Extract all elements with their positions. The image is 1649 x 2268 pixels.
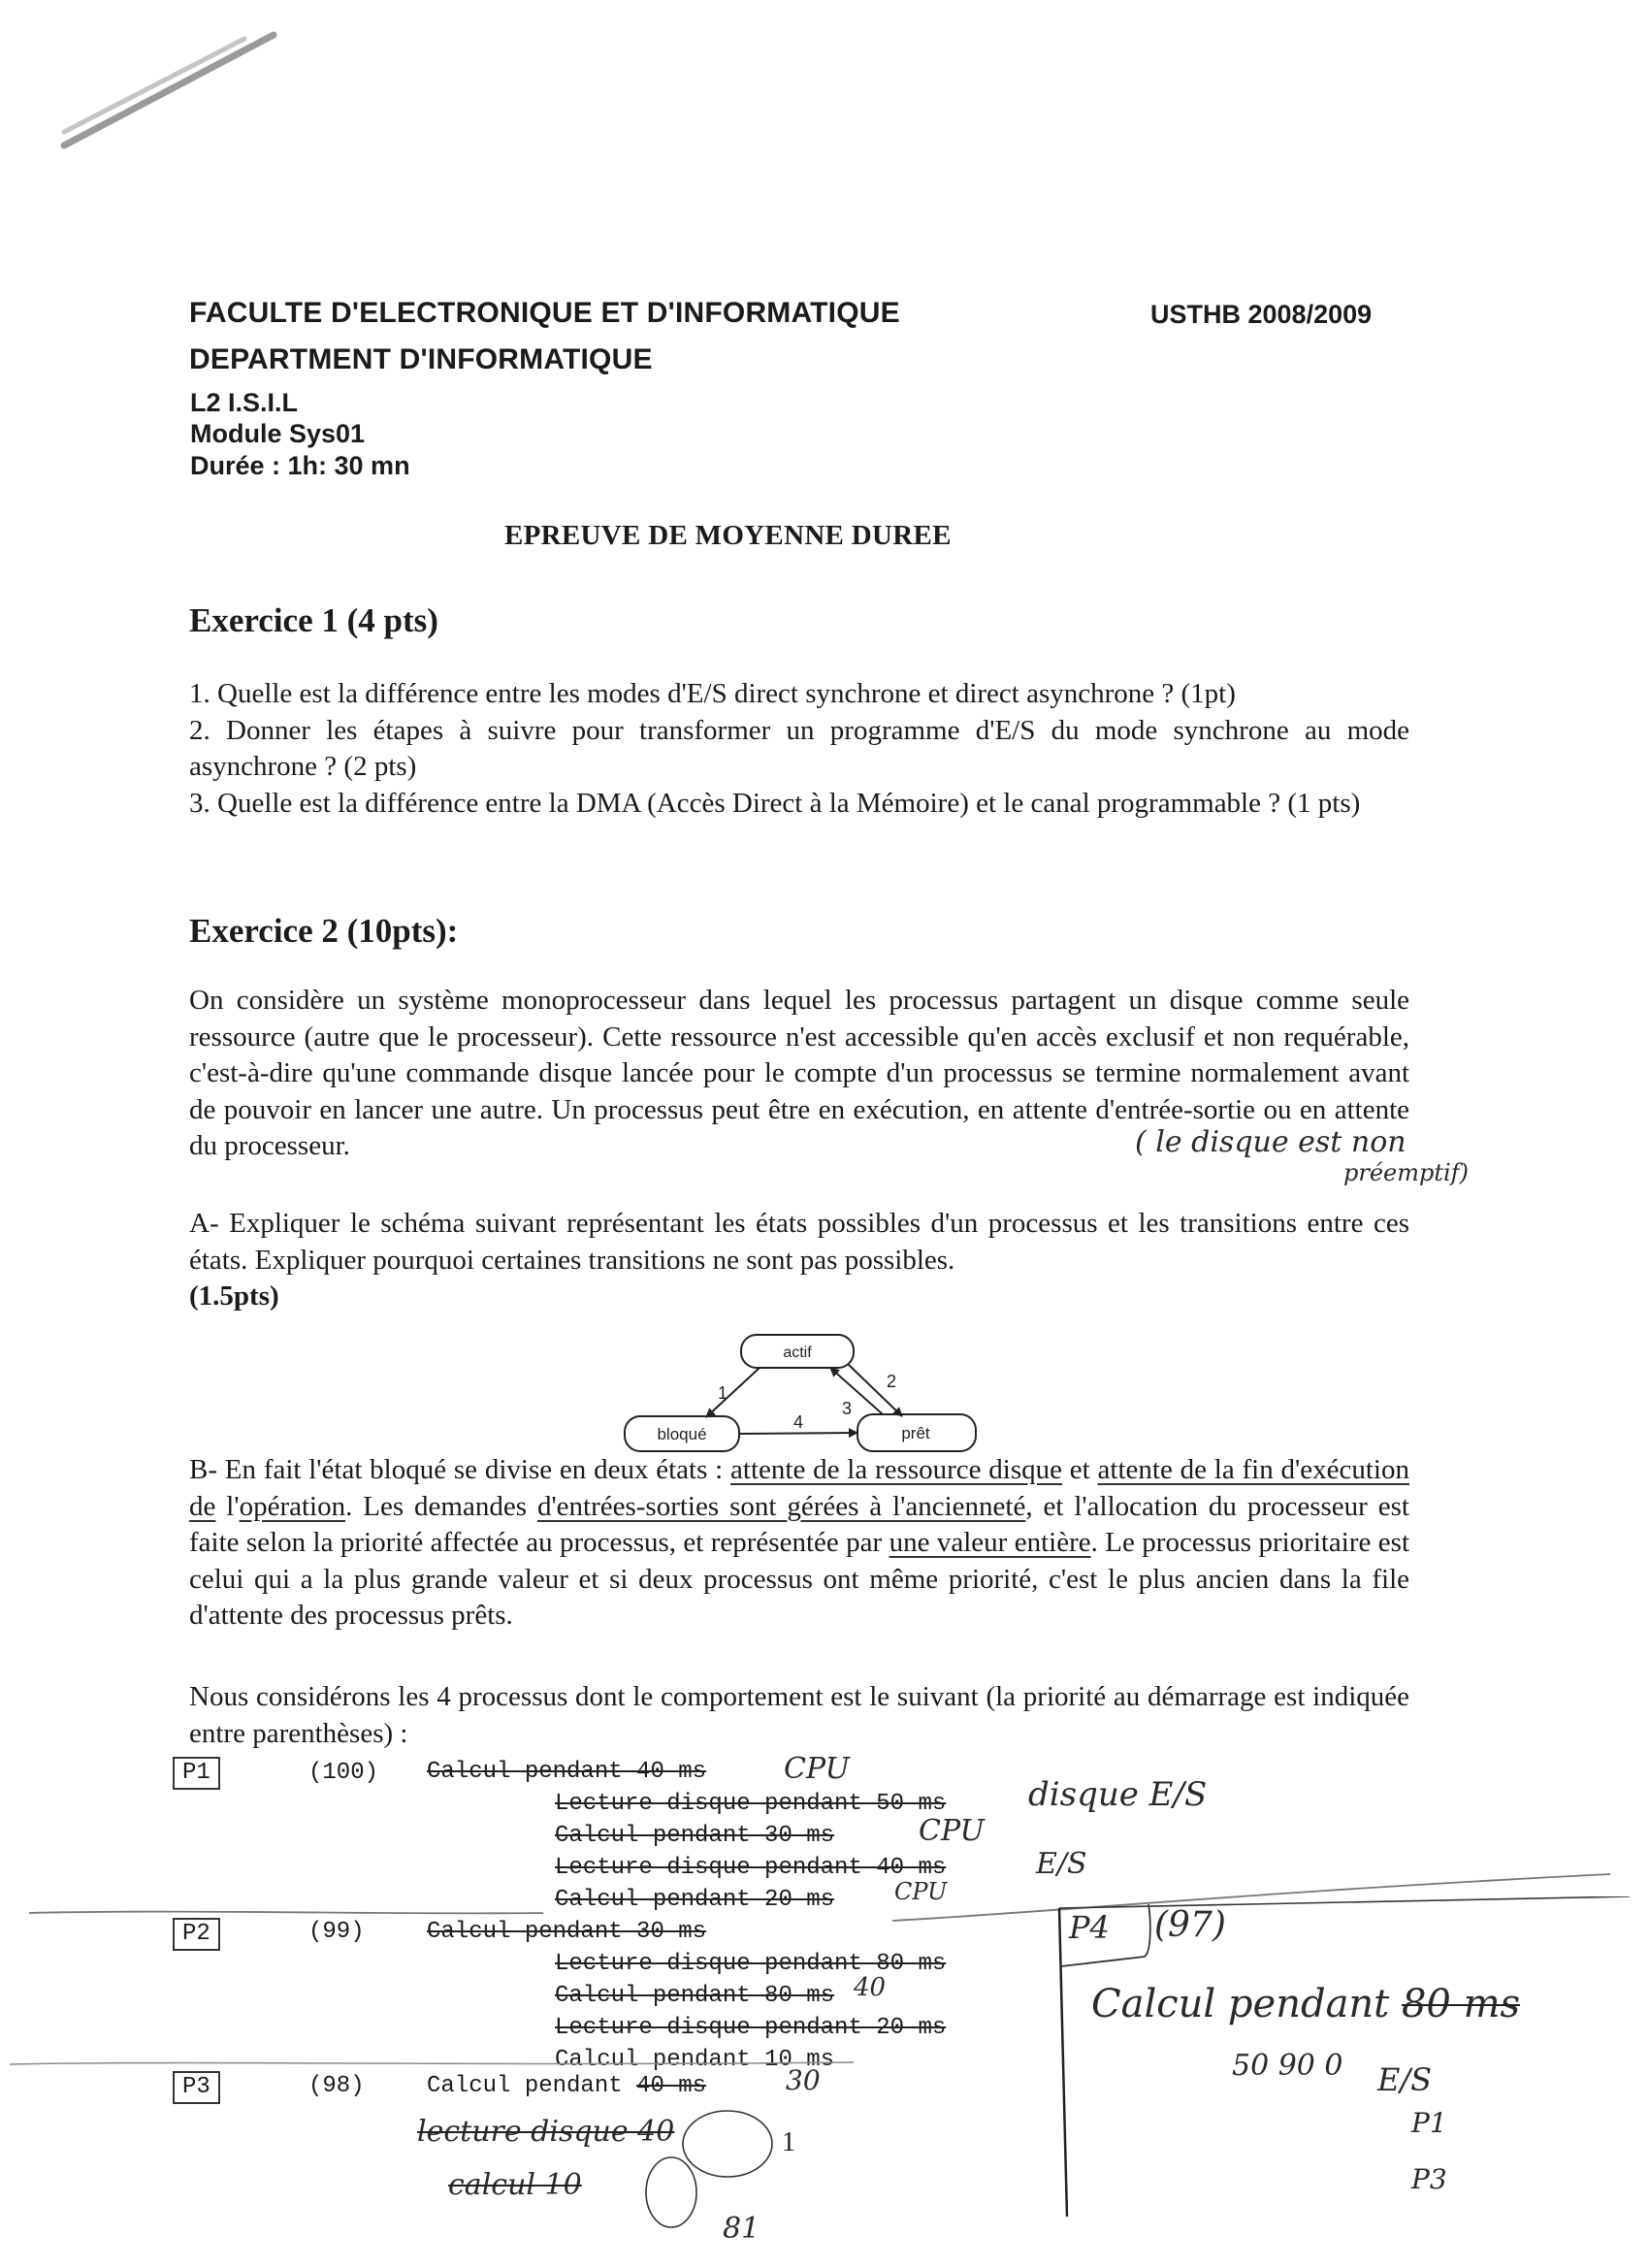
- state-bloque-label: bloqué: [657, 1425, 707, 1443]
- part-b-underlined: opération: [239, 1490, 346, 1522]
- handwritten-note: 40: [854, 1973, 887, 2002]
- handwritten-p4-label: P4: [1069, 1909, 1110, 1946]
- handwritten-p3-extra: calcul 10: [448, 2168, 582, 2202]
- handwritten-margin-note-2: préemptif): [1343, 1159, 1469, 1186]
- handwritten-p3-extra: lecture disque 40: [417, 2115, 675, 2149]
- duration-label: Durée : 1h: 30 mn: [190, 451, 410, 480]
- part-a: [189, 1206, 1409, 1315]
- part-b-text: l': [215, 1490, 240, 1522]
- process-step: [427, 2070, 706, 2102]
- transition-label-3: 3: [842, 1399, 853, 1418]
- part-b: [189, 1452, 1409, 1635]
- handwritten-mark: 81: [723, 2212, 760, 2246]
- transition-arrow-1: [706, 1368, 760, 1417]
- exercise1-questions: [189, 676, 1409, 822]
- state-pret-label: prêt: [901, 1424, 930, 1442]
- handwritten-margin-note: ( le disque est non: [1135, 1125, 1406, 1159]
- process-label-p1: P1: [173, 1757, 220, 1790]
- handwritten-note: disque E/S: [1028, 1775, 1208, 1814]
- department-name-text: DEPARTMENT D'INFORMATIQUE: [189, 343, 653, 375]
- exercise1-question: 1. Quelle est la différence entre les modes d'E/S direct synchrone et direct asynchrone ? (1pt): [189, 678, 1236, 709]
- part-b-underlined: attente de la ressource disque: [730, 1454, 1063, 1485]
- faculty-name-text: FACULTE D'ELECTRONIQUE ET D'INFORMATIQUE: [189, 297, 900, 329]
- handwritten-p4-es: E/S: [1377, 2061, 1433, 2098]
- transition-arrow-4: [739, 1433, 857, 1434]
- module-label: Module Sys01: [190, 419, 366, 448]
- process-step: Calcul pendant 10 ms: [555, 2047, 835, 2073]
- transition-label-1: 1: [718, 1383, 728, 1403]
- part-b-text: . Les demandes: [345, 1490, 537, 1522]
- process-label-p3: P3: [173, 2071, 220, 2104]
- process-step: Calcul pendant 20 ms: [555, 1887, 835, 1913]
- page-number: 1: [782, 2127, 795, 2157]
- exercise1-heading: Exercice 1 (4 pts): [189, 601, 438, 639]
- handwritten-note: CPU: [784, 1752, 850, 1786]
- process-step: Lecture disque pendant 80 ms: [555, 1951, 947, 1977]
- processes-intro-text: Nous considérons les 4 processus dont le comportement est le suivant (la priorité au démarrage est indiquée entre parenthèses) :: [189, 1681, 1409, 1749]
- faculty-name: [189, 297, 900, 330]
- part-a-text: A- Expliquer le schéma suivant représentant les états possibles d'un processus et les transitions entre ces états. Expliquer pourquoi certaines transitions ne sont pas possibles.: [189, 1208, 1409, 1276]
- exercise1-question: 2. Donner les étapes à suivre pour transformer un programme d'E/S du mode synchrone au mode asynchrone ? (2 pts): [189, 714, 1409, 782]
- process-state-diagram: [611, 1319, 999, 1455]
- handwritten-p4-p1: P1: [1411, 2107, 1447, 2139]
- part-b-underlined: attente de la fin d'exécution de: [189, 1454, 1409, 1522]
- department-name: [189, 343, 653, 376]
- scan-streak-artifact: [60, 27, 293, 153]
- process-priority-p1: (100): [308, 1760, 379, 1786]
- part-a-points: (1.5pts): [189, 1280, 279, 1312]
- process-step: Lecture disque pendant 40 ms: [555, 1855, 947, 1881]
- transition-label-4: 4: [793, 1412, 804, 1432]
- process-step-text: Calcul pendant: [427, 2073, 623, 2099]
- part-b-text: , et l'allocation du processeur est faite selon la priorité affectée au processus, et représentée par: [189, 1490, 1409, 1558]
- handwritten-p4-box: [1048, 1896, 1649, 2226]
- handwritten-note: E/S: [1036, 1847, 1087, 1881]
- handwritten-p4-priority: (97): [1154, 1905, 1226, 1945]
- part-b-text: B- En fait l'état bloqué se divise en deux états :: [189, 1454, 731, 1485]
- handwritten-note: 30: [786, 2064, 821, 2096]
- process-step: Lecture disque pendant 50 ms: [555, 1791, 947, 1817]
- process-step: [427, 1916, 706, 1948]
- handwritten-p4-step-struck: 80 ms: [1401, 1982, 1521, 2026]
- process-step: Calcul pendant 30 ms: [555, 1823, 835, 1849]
- process-step-struck: 40 ms: [636, 2073, 707, 2099]
- handwritten-p4-p3: P3: [1411, 2163, 1447, 2195]
- process-priority-p2: (99): [308, 1919, 365, 1945]
- part-b-text: et: [1062, 1454, 1098, 1485]
- state-actif: [741, 1335, 854, 1368]
- process-step: Lecture disque pendant 20 ms: [555, 2015, 947, 2041]
- part-b-underlined: d'entrées-sorties sont gérées à l'ancienneté: [536, 1490, 1026, 1522]
- handwritten-p4-step: [1091, 1982, 1520, 2026]
- process-step-text: Calcul pendant 30 ms: [427, 1919, 707, 1945]
- handwritten-circles: [640, 2105, 795, 2231]
- exercise2-heading: Exercice 2 (10pts):: [189, 912, 459, 950]
- exercise2-intro-text: On considère un système monoprocesseur dans lequel les processus partagent un disque comme seule ressource (autre que le processeur). Cette ressource n'est accessible qu'en accès exclusif et non requérable, c'est-à-dire qu'une commande disque lancée pour le compte d'un processus se termine normalement avant de pouvoir en lancer une autre. Un processus peut être en exécution, en attente d'entrée-sortie ou en attente du processeur.: [189, 985, 1409, 1161]
- part-b-underlined: une valeur entière: [889, 1527, 1091, 1558]
- state-pret: [857, 1414, 976, 1451]
- handwritten-note: CPU: [894, 1878, 948, 1905]
- process-step: Calcul pendant 80 ms: [555, 1983, 835, 2009]
- process-step: Calcul pendant 40 ms: [427, 1759, 707, 1785]
- process-label-p2: P2: [173, 1918, 220, 1951]
- state-actif-label: actif: [783, 1345, 812, 1361]
- handwritten-p4-numbers: 50 90 0: [1232, 2049, 1343, 2083]
- state-bloque: [625, 1416, 739, 1451]
- exam-title: EPREUVE DE MOYENNE DUREE: [504, 520, 952, 551]
- exercise1-question: 3. Quelle est la différence entre la DMA (Accès Direct à la Mémoire) et le canal programmable ? (1 pts): [189, 787, 1361, 819]
- process-priority-p3: (98): [308, 2073, 365, 2099]
- university-year: USTHB 2008/2009: [1150, 300, 1373, 329]
- handwritten-p4-step-text: Calcul pendant: [1091, 1982, 1390, 2026]
- processes-intro: [189, 1679, 1409, 1752]
- level-label: L2 I.S.I.L: [190, 388, 299, 417]
- part-b-text: . Le processus prioritaire est celui qui a la plus grande valeur et si deux processus ont même priorité, c'est le plus ancien dans la file d'attente des processus prêts.: [189, 1527, 1410, 1631]
- transition-label-2: 2: [887, 1372, 897, 1391]
- handwritten-note: CPU: [919, 1814, 985, 1848]
